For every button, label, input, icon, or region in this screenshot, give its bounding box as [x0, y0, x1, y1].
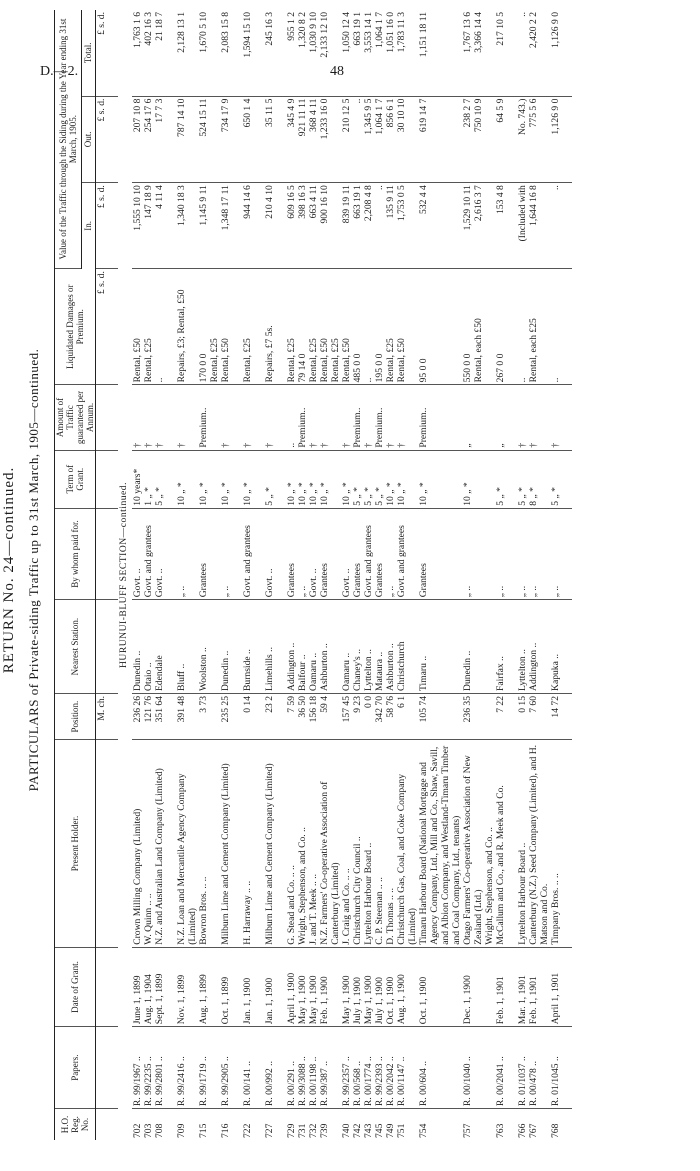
cell-paid: Grantees „ ..: [286, 508, 308, 600]
cell-station: Burnside ..: [242, 600, 264, 694]
cell-damages: Rental, £25: [242, 269, 264, 385]
cell-papers: R. 00/141 ..: [242, 1027, 264, 1109]
cell-term: 10 „ *: [220, 450, 242, 508]
cell-station: Woolston ..: [198, 600, 220, 694]
cell-no: 766 767: [517, 1123, 539, 1138]
cell-paid: Govt. ..: [154, 508, 176, 600]
table-row: [154, 10, 176, 1140]
cell-total: .. 2,420 2 2: [517, 10, 550, 96]
cell-out: 524 15 11: [198, 96, 220, 183]
cell-term: 5 „ *: [550, 450, 572, 508]
cell-out: 619 14 7: [418, 96, 462, 183]
cell-in: 210 4 10: [264, 183, 286, 269]
cell-out: 17 7 3: [154, 96, 176, 183]
cell-paid: Grantees: [198, 508, 220, 600]
cell-pos: 236 26 121 76: [132, 693, 154, 739]
cell-paid: Govt. ..: [264, 508, 286, 600]
cell-papers: R. 99/2801 ..: [154, 1027, 176, 1109]
cell-papers: R. 01/1037 .. R. 00/478 ..: [517, 1027, 550, 1109]
cell-pos: 7 59 36 50: [286, 693, 308, 739]
cell-pos: 14 72: [550, 693, 572, 739]
cell-term: 10 „ * 10 „ *: [286, 450, 308, 508]
cell-station: Fairfax ..: [495, 600, 517, 694]
cell-no: 732 739: [308, 1123, 330, 1138]
cell-out: 64 5 9: [495, 96, 517, 183]
cell-no: 702 703: [132, 1123, 154, 1138]
cell-damages: Rental, £50 485 0 0 ..: [341, 269, 374, 385]
cell-damages: 195 0 0 Rental, £25 Rental, £50: [374, 269, 418, 385]
cell-out: 734 17 9: [220, 96, 242, 183]
cell-in: .. 135 9 11 1,753 0 5: [374, 183, 418, 269]
cell-out: 210 12 5 .. 1,345 9 5: [341, 96, 374, 183]
table-row: [418, 10, 462, 1140]
cell-out: 787 14 10: [176, 96, 198, 183]
cell-no: 754: [418, 1123, 429, 1138]
cell-no: 709: [176, 1123, 187, 1138]
cell-amount: †: [242, 385, 264, 450]
cell-papers: R. 99/1967 .. R. 99/2235 ..: [132, 1027, 154, 1109]
cell-no: 715: [198, 1123, 209, 1138]
cell-pos: 7 22: [495, 693, 517, 739]
cell-in: 532 4 4: [418, 183, 462, 269]
cell-total: 1,670 5 10: [198, 10, 220, 96]
cell-holder: H. Harraway .. ..: [242, 740, 264, 948]
col-office-no: H.O. Reg. No.: [55, 1109, 96, 1140]
cell-papers: R. 99/2393 .. R. 00/2042 .. R. 00/1147 ..: [374, 1027, 418, 1109]
cell-papers: R. 00/1198 .. R. 99/387 ..: [308, 1027, 341, 1109]
cell-date: Dec. 1, 1900: [462, 947, 495, 1026]
cell-pos: 3 73: [198, 693, 220, 739]
cell-papers: R. 00/604 ..: [418, 1027, 462, 1109]
col-value-group: Value of the Traffic through the Siding during the Year ending 31st March, 1905.: [55, 10, 82, 269]
cell-in: 663 4 11 900 16 10: [308, 183, 341, 269]
cell-paid: „ ..: [462, 508, 495, 600]
cell-total: 1,050 12 4 663 19 1 3,553 14 1: [341, 10, 374, 96]
cell-no: 763: [495, 1123, 506, 1138]
cell-holder: J. and T. Meek .. .. N.Z. Farmers' Co-operative Association of Canterbury (Limited): [308, 740, 341, 948]
cell-pos: 0 15 7 60: [517, 693, 550, 739]
cell-pos: 105 74: [418, 693, 462, 739]
cell-holder: Timpany Bros. .. ..: [550, 740, 572, 948]
cell-damages: Rental, £50: [220, 269, 242, 385]
unit-position: M. ch.: [96, 693, 119, 739]
cell-holder: Milburn Lime and Cement Company (Limited): [264, 740, 286, 948]
cell-total: 1,126 9 0: [550, 10, 572, 96]
cell-papers: R. 99/2357 .. R. 00/568 .. R. 00/1774 ..: [341, 1027, 374, 1109]
cell-station: Timaru ..: [418, 600, 462, 694]
cell-paid: Govt. .. Govt. and grantees: [132, 508, 154, 600]
cell-damages: .. Rental, each £25: [517, 269, 550, 385]
cell-station: Oamaru .. Chaney's .. Lyttelton ..: [341, 600, 374, 694]
cell-pos: 235 25: [220, 693, 242, 739]
cell-amount: Premium..: [418, 385, 462, 450]
cell-term: 10 „ *: [198, 450, 220, 508]
cell-date: Jan. 1, 1900: [264, 947, 286, 1026]
cell-in: 153 4 8: [495, 183, 517, 269]
cell-amount: † †: [308, 385, 341, 450]
cell-station: Dunedin ..: [220, 600, 242, 694]
cell-damages: Rental, £25 79 14 0: [286, 269, 308, 385]
page-number: 48: [330, 64, 344, 79]
cell-term: 10 „ *: [242, 450, 264, 508]
cell-amount: † †: [132, 385, 154, 450]
cell-paid: „ ..: [550, 508, 572, 600]
cell-holder: J. Craig and Co. .. .. Christchurch City Council .. Lyttelton Harbour Board ..: [341, 740, 374, 948]
cell-term: 10 „ *: [176, 450, 198, 508]
cell-damages: ..: [154, 269, 176, 385]
cell-date: Feb. 1, 1901: [495, 947, 517, 1026]
cell-term: 10 „ * 10 „ *: [308, 450, 341, 508]
cell-amount: † Premium.. †: [341, 385, 374, 450]
cell-term: 5 „ * 8 „ *: [517, 450, 550, 508]
col-station: Nearest Station.: [55, 600, 96, 694]
cell-no: 722: [242, 1123, 253, 1138]
cell-pos: 391 48: [176, 693, 198, 739]
cell-term: 10 „ *: [462, 450, 495, 508]
cell-in: 839 19 11 663 19 1 2,208 4 8: [341, 183, 374, 269]
cell-amount: †: [176, 385, 198, 450]
cell-term: 5 „ * 10 „ * 10 „ *: [374, 450, 418, 508]
cell-station: Mataura .. Ashburton .. Christchurch: [374, 600, 418, 694]
table-row: [132, 10, 154, 1140]
cell-total: 1,594 15 10: [242, 10, 264, 96]
col-total: Total.: [81, 10, 95, 96]
cell-term: 10 „ *: [418, 450, 462, 508]
table-row: [308, 10, 341, 1140]
cell-papers: R. 00/291 .. R. 99/3088 ..: [286, 1027, 308, 1109]
unit-out: £ s. d.: [96, 96, 119, 183]
table-row: [517, 10, 550, 1140]
col-holder: Present Holder.: [55, 740, 96, 948]
cell-total: 2,083 15 8: [220, 10, 242, 96]
cell-no: 729 731: [286, 1123, 308, 1138]
return-subtitle: PARTICULARS of Private-siding Traffic up to 31st March, 1905—continued.: [26, 348, 41, 792]
cell-date: May 1, 1900 Feb. 1, 1900: [308, 947, 341, 1026]
cell-total: 217 10 5: [495, 10, 517, 96]
cell-total: 2,128 13 1: [176, 10, 198, 96]
cell-station: Limehills ..: [264, 600, 286, 694]
cell-in: 1,340 18 3: [176, 183, 198, 269]
table-row: [264, 10, 286, 1140]
return-title: RETURN No. 24—continued.: [1, 466, 17, 674]
cell-term: 5 „ *: [495, 450, 517, 508]
cell-term: 10 „ * 5 „ * 5 „ *: [341, 450, 374, 508]
col-position: Position.: [55, 693, 96, 739]
cell-date: Aug. 1, 1899: [198, 947, 220, 1026]
cell-in: (Included with 1,644 16 8: [517, 183, 550, 269]
cell-amount: †: [550, 385, 572, 450]
cell-out: 1,126 9 0: [550, 96, 572, 183]
cell-holder: Bowron Bros. .. ..: [198, 740, 220, 948]
cell-in: 1,145 9 11: [198, 183, 220, 269]
cell-date: Mar. 1, 1901 Feb. 1, 1901: [517, 947, 550, 1026]
cell-total: 1,064 1 7 1,051 16 0 1,783 11 3: [374, 10, 418, 96]
cell-no: 716: [220, 1123, 231, 1138]
cell-pos: 23 2: [264, 693, 286, 739]
cell-date: April 1, 1901: [550, 947, 572, 1026]
cell-pos: 351 64: [154, 693, 176, 739]
cell-pos: 157 45 9 23 0 0: [341, 693, 374, 739]
cell-holder: N.Z. and Australian Land Company (Limited): [154, 740, 176, 948]
col-out: Out.: [81, 96, 95, 183]
section-heading: HURUNUI-BLUFF SECTION—continued.: [118, 481, 129, 669]
cell-total: 955 1 2 1,320 8 2: [286, 10, 308, 96]
cell-amount: †: [220, 385, 242, 450]
cell-amount: †: [264, 385, 286, 450]
cell-in: 4 11 4: [154, 183, 176, 269]
cell-no: 740 742 743: [341, 1123, 374, 1138]
cell-station: Oamaru .. Ashburton ..: [308, 600, 341, 694]
cell-no: 727: [264, 1123, 275, 1138]
table-row: [242, 10, 264, 1140]
col-paid-by: By whom paid for.: [55, 508, 96, 600]
cell-out: 207 10 8 254 17 6: [132, 96, 154, 183]
cell-papers: R. 99/1719 ..: [198, 1027, 220, 1109]
cell-in: 1,555 10 10 147 18 9: [132, 183, 154, 269]
cell-paid: Govt. .. Grantees Govt. and grantees: [341, 508, 374, 600]
cell-paid: „ ..: [220, 508, 242, 600]
cell-paid: Grantees „ .. Govt. and grantees: [374, 508, 418, 600]
table-row: [550, 10, 572, 1140]
col-in: In.: [81, 183, 95, 269]
cell-holder: G. Stead and Co. .. .. Wright, Stephenson, and Co. ..: [286, 740, 308, 948]
cell-amount: †: [154, 385, 176, 450]
cell-total: 1,763 1 6 402 16 3: [132, 10, 154, 96]
cell-station: Addington .. Balfour ..: [286, 600, 308, 694]
cell-holder: Otago Farmers' Co-operative Association of New Zealand (Ltd.) Wright, Stephenson, and Co. ..: [462, 740, 495, 948]
cell-holder: Milburn Lime and Cement Company (Limited): [220, 740, 242, 948]
rotated-table-sheet: [1, 10, 694, 1140]
cell-papers: R. 00/992 ..: [264, 1027, 286, 1109]
cell-term: 5 „ *: [154, 450, 176, 508]
cell-in: 1,529 10 11 2,616 3 7: [462, 183, 495, 269]
cell-papers: R. 01/1045 ..: [550, 1027, 572, 1109]
cell-no: 768: [550, 1123, 561, 1138]
cell-pos: 236 35: [462, 693, 495, 739]
cell-no: 708: [154, 1123, 165, 1138]
cell-amount: „: [462, 385, 495, 450]
cell-out: 368 4 11 1,233 16 0: [308, 96, 341, 183]
cell-date: April 1, 1900 May 1, 1900: [286, 947, 308, 1026]
cell-paid: Grantees: [418, 508, 462, 600]
cell-date: Jan. 1, 1900: [242, 947, 264, 1026]
cell-station: Kapuka ..: [550, 600, 572, 694]
cell-term: 5 „ *: [264, 450, 286, 508]
cell-holder: N.Z. Loan and Mercantile Agency Company (Limited): [176, 740, 198, 948]
cell-paid: „ .. „ ..: [517, 508, 550, 600]
cell-paid: „ ..: [495, 508, 517, 600]
cell-in: 609 16 5 398 16 3: [286, 183, 308, 269]
col-date: Date of Grant.: [55, 947, 96, 1026]
cell-total: 1,030 9 10 2,133 12 10: [308, 10, 341, 96]
cell-out: 238 2 7 750 10 9: [462, 96, 495, 183]
cell-pos: 0 14: [242, 693, 264, 739]
cell-pos: 156 18 59 4: [308, 693, 341, 739]
table-row: [374, 10, 418, 1140]
table-row: [341, 10, 374, 1140]
cell-papers: R. 99/2905 ..: [220, 1027, 242, 1109]
cell-holder: Crown Milling Company (Limited) W. Quinn .. ..: [132, 740, 154, 948]
cell-amount: Premium.. † †: [374, 385, 418, 450]
cell-in: 944 14 6: [242, 183, 264, 269]
table-row: [176, 10, 198, 1140]
cell-date: Nov. 1, 1899: [176, 947, 198, 1026]
cell-holder: C. P. Steeman .. .. D. Thomas .. .. Christchurch Gas, Coal, and Coke Company (Limited): [374, 740, 418, 948]
unit-in: £ s. d.: [96, 183, 119, 269]
cell-no: 745 749 751: [374, 1123, 407, 1138]
cell-no: 757: [462, 1123, 473, 1138]
table-row: [198, 10, 220, 1140]
cell-out: 35 11 5: [264, 96, 286, 183]
cell-damages: 550 0 0 Rental, each £50: [462, 269, 495, 385]
col-term: Term of Grant.: [55, 450, 96, 508]
cell-out: 345 4 9 921 11 11: [286, 96, 308, 183]
document-reference: D.—2.: [40, 64, 79, 79]
cell-total: 1,151 18 11: [418, 10, 462, 96]
cell-term: 10 years* 1 „ *: [132, 450, 154, 508]
cell-holder: Timaru Harbour Board (National Mortgage and Agency Company, Ltd., Mill and Co., Shaw, Savill, and Albion Company, and Westland-Timaru Timber and Coal Company, Ltd., tenants): [418, 740, 462, 948]
cell-paid: Govt. and grantees: [242, 508, 264, 600]
cell-total: 245 16 3: [264, 10, 286, 96]
cell-damages: ..: [550, 269, 572, 385]
cell-holder: Lyttelton Harbour Board .. Canterbury (N.Z.) Seed Company (Limited), and H. Matson and Co.: [517, 740, 550, 948]
cell-damages: 170 0 0 Rental, £25: [198, 269, 220, 385]
cell-out: No. 743.) 775 5 6: [517, 96, 550, 183]
cell-papers: R. 00/2041 ..: [495, 1027, 517, 1109]
cell-date: June 1, 1899 Aug. 1, 1904: [132, 947, 154, 1026]
cell-date: May 1, 1900 July 1, 1900 May 1, 1900: [341, 947, 374, 1026]
col-damages: Liquidated Damages or Premium.: [55, 269, 96, 385]
cell-total: 21 18 7: [154, 10, 176, 96]
cell-station: Dunedin ..: [462, 600, 495, 694]
cell-damages: Repairs, £7 5s.: [264, 269, 286, 385]
cell-papers: R. 99/2416 ..: [176, 1027, 198, 1109]
cell-pos: 342 70 58 76 6 1: [374, 693, 418, 739]
table-row: [220, 10, 242, 1140]
cell-date: Oct. 1, 1899: [220, 947, 242, 1026]
cell-papers: R. 00/1040 ..: [462, 1027, 495, 1109]
col-papers: Papers.: [55, 1027, 96, 1109]
cell-station: Lyttelton .. Addington ..: [517, 600, 550, 694]
cell-date: Sept. 1, 1899: [154, 947, 176, 1026]
traffic-table: [54, 10, 572, 1140]
cell-out: 1,064 1 7 856 6 1 30 10 10: [374, 96, 418, 183]
cell-damages: Repairs, £3; Rental, £50: [176, 269, 198, 385]
cell-damages: Rental, £25 Rental, £50 Rental, £25: [308, 269, 341, 385]
cell-damages: Rental, £50 Rental, £25: [132, 269, 154, 385]
cell-station: Dunedin .. Otaio ..: [132, 600, 154, 694]
cell-paid: Govt. .. Grantees: [308, 508, 341, 600]
cell-amount: † †: [517, 385, 550, 450]
cell-amount: Premium..: [198, 385, 220, 450]
cell-date: July 1, 1900 Oct. 1, 1900 Aug. 1, 1900: [374, 947, 418, 1026]
table-row: [286, 10, 308, 1140]
col-amount: Amount of Traffic guaranteed per Annum.: [55, 385, 96, 450]
cell-holder: McCallum and Co., and R. Meek and Co.: [495, 740, 517, 948]
cell-amount: .. Premium..: [286, 385, 308, 450]
cell-paid: „ ..: [176, 508, 198, 600]
cell-out: 650 1 4: [242, 96, 264, 183]
table-row: [495, 10, 517, 1140]
cell-station: Bluff ..: [176, 600, 198, 694]
cell-station: Edendale: [154, 600, 176, 694]
cell-in: ..: [550, 183, 572, 269]
cell-date: Oct. 1, 1900: [418, 947, 462, 1026]
unit-total: £ s. d.: [96, 10, 119, 96]
cell-in: 1,348 17 11: [220, 183, 242, 269]
table-row: [462, 10, 495, 1140]
cell-damages: 95 0 0: [418, 269, 462, 385]
cell-amount: „: [495, 385, 517, 450]
cell-total: 1,767 13 6 3,366 14 4: [462, 10, 495, 96]
unit-damages: £ s. d.: [96, 269, 119, 385]
cell-damages: 267 0 0: [495, 269, 517, 385]
